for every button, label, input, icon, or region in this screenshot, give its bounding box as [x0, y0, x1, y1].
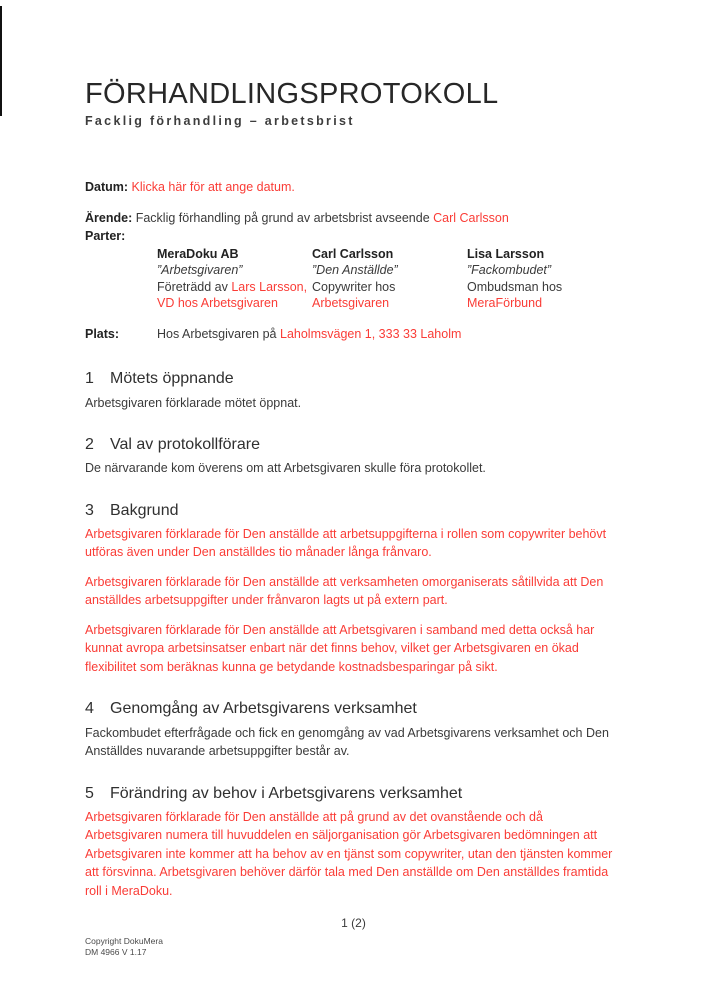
party-employee	[312, 246, 467, 312]
parter-row	[85, 227, 622, 246]
meta-block	[85, 178, 622, 246]
section-2	[85, 435, 622, 478]
party-alias: ”Den Anställde”	[312, 263, 398, 278]
arende-value: Facklig förhandling på grund av arbetsbrist avseende Carl Carlsson	[135, 210, 509, 225]
section-number: 5	[85, 784, 94, 802]
parties-columns	[157, 246, 622, 312]
arende-label: Ärende:	[85, 210, 133, 225]
section-2-heading	[85, 435, 622, 454]
paragraph: Arbetsgivaren förklarade mötet öppnat.	[85, 395, 302, 410]
paragraph: Arbetsgivaren förklarade för Den anställde att arbetsuppgifterna i rollen som copywriter behövt utföras även under Den anställdes tio månader långa frånvaro.	[85, 526, 607, 560]
paragraph: Arbetsgivaren förklarade för Den anställde att Arbetsgivaren i samband med detta också har kunnat avropa arbetsinsatser enbart när det finns behov, vilket ger Arbetsgivaren en ökad flexibilitet som beräknas kunna ge betydande kostnadsbesparingar på sikt.	[85, 622, 595, 674]
scan-artifact-line	[0, 6, 2, 116]
party-employer	[157, 246, 312, 312]
section-1-heading	[85, 369, 622, 388]
arende-row	[85, 209, 622, 228]
party-line: Företrädd av Lars Larsson,	[157, 279, 308, 294]
document-id: DM 4966 V 1.17	[85, 946, 147, 957]
party-line: Copywriter hos	[312, 279, 396, 294]
party-name: Lisa Larsson	[467, 246, 545, 261]
section-3-heading	[85, 501, 622, 520]
paragraph: Fackombudet efterfrågade och fick en genomgång av vad Arbetsgivarens verksamhet och Den Anställdes nuvarande arbetsuppgifter består av.	[85, 725, 609, 759]
paragraph: Arbetsgivaren förklarade för Den anställde att på grund av det ovanstående och då Arbetsgivaren numera till huvuddelen en säljorganisation gör Arbetsgivaren bedömningen att Arbetsgivaren inte kommer att ha behov av en tjänst som copywriter, utan den tjänsten kommer att försvinna. Arbetsgivaren behöver därför tala med Den anställde om Den anställdes framtida roll i MeraDoku.	[85, 809, 613, 898]
section-number: 2	[85, 436, 94, 454]
section-title: Förändring av behov i Arbetsgivarens verksamhet	[110, 784, 463, 802]
party-union-rep	[467, 246, 622, 312]
datum-label: Datum:	[85, 180, 129, 195]
copyright-line: Copyright DokuMera	[85, 936, 163, 946]
section-title: Mötets öppnande	[110, 370, 234, 388]
copyright-block	[85, 936, 163, 957]
section-number: 1	[85, 370, 94, 388]
party-line: Ombudsman hos	[467, 279, 563, 294]
paragraph: Arbetsgivaren förklarade för Den anställde att verksamheten omorganiserats såtillvida att Den anställdes arbetsuppgifter under frånvaron lagts ut på extern part.	[85, 574, 604, 608]
section-title: Genomgång av Arbetsgivarens verksamhet	[110, 700, 417, 718]
section-4-heading	[85, 699, 622, 718]
datum-row	[85, 178, 622, 197]
plats-value: Hos Arbetsgivaren på Laholmsvägen 1, 333 33 Laholm	[157, 326, 462, 341]
party-name: Carl Carlsson	[312, 246, 394, 261]
plats-row	[85, 325, 622, 344]
document-title: FÖRHANDLINGSPROTOKOLL	[85, 78, 499, 110]
section-number: 4	[85, 700, 94, 718]
party-line: MeraFörbund	[467, 296, 543, 311]
plats-label: Plats:	[85, 326, 120, 341]
section-3	[85, 501, 622, 677]
datum-placeholder-field[interactable]: Klicka här för att ange datum.	[131, 180, 295, 195]
parter-label: Parter:	[85, 229, 126, 244]
section-5	[85, 784, 622, 901]
section-number: 3	[85, 501, 94, 519]
document-subtitle: Facklig förhandling – arbetsbrist	[85, 114, 355, 129]
section-1	[85, 369, 622, 412]
section-title: Bakgrund	[110, 501, 179, 519]
party-alias: ”Fackombudet”	[467, 263, 552, 278]
paragraph: De närvarande kom överens om att Arbetsgivaren skulle föra protokollet.	[85, 461, 486, 476]
party-name: MeraDoku AB	[157, 246, 239, 261]
section-title: Val av protokollförare	[110, 436, 260, 454]
party-alias: ”Arbetsgivaren”	[157, 263, 243, 278]
page-number: 1 (2)	[341, 916, 366, 930]
party-line: Arbetsgivaren	[312, 296, 390, 311]
section-5-heading	[85, 784, 622, 803]
party-line: VD hos Arbetsgivaren	[157, 296, 278, 311]
section-4	[85, 699, 622, 760]
